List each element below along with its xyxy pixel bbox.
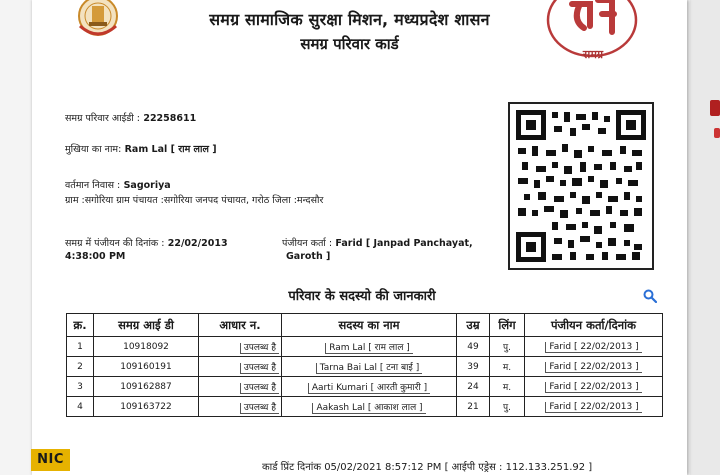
members-section-title: परिवार के सदस्यो की जानकारी — [288, 289, 436, 304]
registration-date-value: 22/02/2013 — [167, 238, 228, 249]
samagra-family-card — [32, 0, 687, 475]
member-id: 109162887 — [94, 377, 199, 397]
table-row — [67, 377, 663, 397]
registration-time: 4:38:00 PM — [65, 251, 126, 262]
column-header: सदस्य का नाम — [282, 314, 457, 337]
member-aadhar: उपलब्ध है — [240, 403, 279, 414]
member-registrar: Farid [ 22/02/2013 ] — [545, 342, 641, 353]
samagra-family-id — [65, 111, 196, 124]
column-header: उम्र — [457, 314, 490, 337]
state-emblem-icon — [74, 0, 122, 40]
header-subtitle: समग्र परिवार कार्ड — [300, 35, 399, 53]
member-age: 39 — [457, 357, 490, 377]
qr-code — [508, 102, 654, 270]
nic-badge: NIC — [31, 449, 70, 471]
registrar-label: पंजीयन कर्ता : — [282, 238, 333, 249]
member-gender: पु. — [490, 337, 525, 357]
current-residence — [65, 178, 171, 191]
registrar — [282, 236, 473, 249]
family-head — [65, 142, 217, 155]
members-table-header — [67, 314, 663, 337]
column-header: पंजीयन कर्ता/दिनांक — [525, 314, 663, 337]
background-mark — [710, 100, 720, 116]
member-name: Aarti Kumari [ आरती कुमारी ] — [308, 383, 430, 394]
registrar-value-line2: Garoth ] — [286, 251, 331, 262]
member-registrar: Farid [ 22/02/2013 ] — [545, 382, 641, 393]
member-sno: 4 — [67, 397, 94, 417]
member-aadhar: उपलब्ध है — [240, 383, 279, 394]
member-id: 109160191 — [94, 357, 199, 377]
background-mark-small — [714, 128, 720, 138]
member-sno: 1 — [67, 337, 94, 357]
registration-date-label: समग्र में पंजीयन की दिनांक : — [65, 238, 165, 249]
member-name: Ram Lal [ राम लाल ] — [325, 343, 413, 354]
member-aadhar: उपलब्ध है — [240, 343, 279, 354]
member-sno: 2 — [67, 357, 94, 377]
search-icon[interactable] — [643, 289, 657, 303]
column-header: लिंग — [490, 314, 525, 337]
residence-label: वर्तमान निवास : — [65, 180, 121, 191]
member-id: 10918092 — [94, 337, 199, 357]
address-line: ग्राम :सगोरिया ग्राम पंचायत :सगोरिया जनपद पंचायत, गरोठ जिला :मन्दसौर — [65, 195, 324, 206]
column-header: समग्र आई डी — [94, 314, 199, 337]
member-gender: पु. — [490, 397, 525, 417]
registration-date — [65, 236, 228, 249]
family-head-label: मुखिया का नाम: — [65, 144, 122, 155]
residence-value: Sagoriya — [123, 180, 171, 191]
member-gender: म. — [490, 377, 525, 397]
header-title: समग्र सामाजिक सुरक्षा मिशन, मध्यप्रदेश शासन — [209, 10, 490, 29]
family-head-value: Ram Lal [ राम लाल ] — [124, 144, 217, 155]
member-age: 21 — [457, 397, 490, 417]
member-age: 24 — [457, 377, 490, 397]
qr-code-pattern — [516, 110, 646, 262]
table-row — [67, 397, 663, 417]
member-registrar: Farid [ 22/02/2013 ] — [545, 362, 641, 373]
registrar-value: Farid [ Janpad Panchayat, — [335, 238, 473, 249]
member-name: Tarna Bai Lal [ टना बाई ] — [316, 363, 422, 374]
member-sno: 3 — [67, 377, 94, 397]
member-gender: म. — [490, 357, 525, 377]
logo-caption: समग्र — [582, 48, 604, 61]
column-header: क्र. — [67, 314, 94, 337]
samagra-id-value: 22258611 — [143, 113, 197, 124]
table-row — [67, 357, 663, 377]
samagra-id-label: समग्र परिवार आईडी : — [65, 113, 141, 124]
table-row — [67, 337, 663, 357]
members-table — [66, 313, 663, 417]
member-id: 109163722 — [94, 397, 199, 417]
member-aadhar: उपलब्ध है — [240, 363, 279, 374]
card-print-info: कार्ड प्रिंट दिनांक 05/02/2021 8:57:12 PM [ आईपी एड्रेस : 112.133.251.92 ] — [262, 462, 593, 473]
member-age: 49 — [457, 337, 490, 357]
member-registrar: Farid [ 22/02/2013 ] — [545, 402, 641, 413]
column-header: आधार न. — [199, 314, 282, 337]
background-edge — [690, 0, 720, 475]
member-name: Aakash Lal [ आकाश लाल ] — [312, 403, 425, 414]
